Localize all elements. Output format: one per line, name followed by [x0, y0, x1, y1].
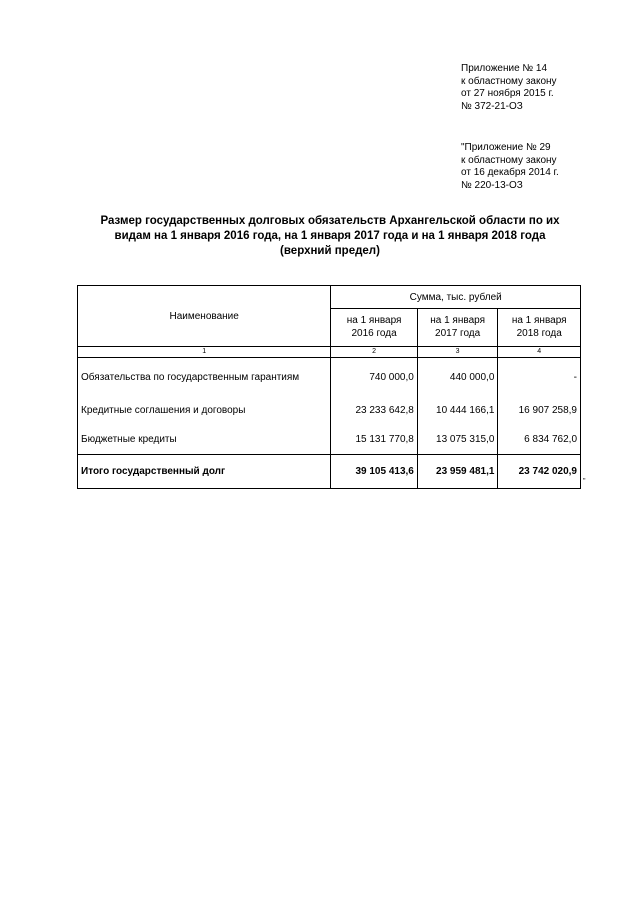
value-2016: 15 131 770,8	[331, 425, 418, 455]
table-row	[78, 425, 581, 455]
value-2018: -	[498, 358, 581, 397]
date-label: на 1 января	[430, 315, 485, 327]
total-2016: 39 105 413,6	[331, 455, 418, 489]
column-number: 2	[331, 347, 418, 358]
title-line: (верхний предел)	[280, 245, 380, 257]
debt-table	[77, 285, 581, 489]
total-2017: 23 959 481,1	[417, 455, 498, 489]
title-line: Размер государственных долговых обязательств Архангельской области по их	[100, 215, 560, 227]
date-label: на 1 января	[346, 315, 402, 327]
column-number: 3	[417, 347, 498, 358]
appendix-line: к областному закону	[461, 154, 557, 166]
row-name: Бюджетные кредиты	[78, 425, 331, 455]
value-2016: 740 000,0	[331, 358, 418, 397]
column-number: 1	[78, 347, 331, 358]
header-name: Наименование	[78, 286, 331, 347]
appendix-line: № 220-13-ОЗ	[461, 179, 523, 191]
total-2018: 23 742 020,9	[498, 455, 581, 489]
date-year: 2016 года	[351, 327, 397, 339]
value-2017: 13 075 315,0	[417, 425, 498, 455]
table-row	[78, 358, 581, 397]
column-number: 4	[498, 347, 581, 358]
closing-quote-mark: "	[583, 478, 586, 485]
appendix-line: № 372-21-ОЗ	[461, 100, 523, 112]
date-year: 2018 года	[516, 327, 562, 339]
header-date-2016	[331, 309, 418, 347]
appendix-reference-prior	[461, 142, 559, 192]
value-2016: 23 233 642,8	[331, 396, 418, 425]
header-sum: Сумма, тыс. рублей	[331, 286, 581, 309]
title-line: видам на 1 января 2016 года, на 1 января 2017 года и на 1 января 2018 года	[114, 230, 546, 242]
header-date-2018	[498, 309, 581, 347]
value-2018: 6 834 762,0	[498, 425, 581, 455]
appendix-line: от 27 ноября 2015 г.	[461, 88, 554, 99]
column-number-row	[78, 347, 581, 358]
total-label: Итого государственный долг	[78, 455, 331, 489]
table-row	[78, 396, 581, 425]
appendix-line: к областному закону	[461, 75, 557, 87]
value-2018: 16 907 258,9	[498, 396, 581, 425]
appendix-reference-current	[461, 63, 557, 113]
total-row	[78, 455, 581, 489]
header-date-2017	[417, 309, 498, 347]
date-label: на 1 января	[511, 315, 567, 327]
document-title	[60, 214, 600, 259]
row-name: Кредитные соглашения и договоры	[78, 396, 331, 425]
appendix-line: Приложение № 14	[461, 63, 548, 74]
table-header-row	[78, 286, 581, 309]
value-2017: 440 000,0	[417, 358, 498, 397]
value-2017: 10 444 166,1	[417, 396, 498, 425]
appendix-line: от 16 декабря 2014 г.	[461, 167, 559, 178]
date-year: 2017 года	[435, 327, 481, 339]
row-name: Обязательства по государственным гарантиям	[78, 358, 331, 397]
appendix-line: "Приложение № 29	[461, 142, 551, 153]
